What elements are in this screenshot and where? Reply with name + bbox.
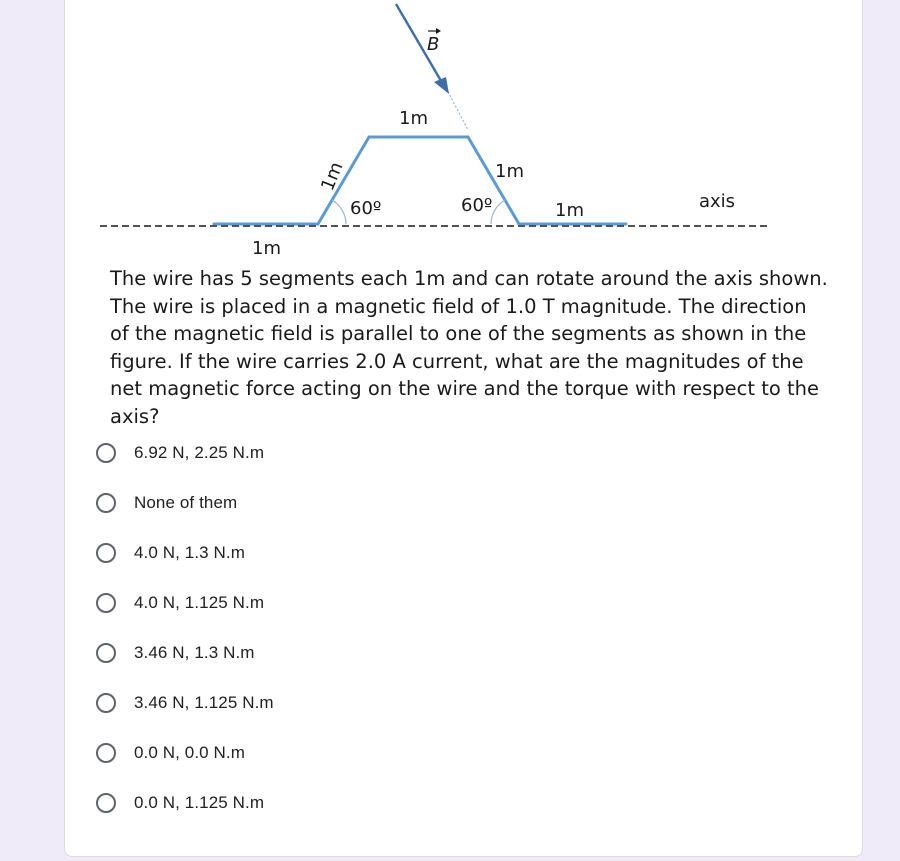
radio-button[interactable] xyxy=(96,543,116,563)
answer-options xyxy=(94,428,794,828)
answer-option[interactable] xyxy=(94,428,794,478)
answer-option[interactable] xyxy=(94,628,794,678)
wire-diagram xyxy=(0,0,900,260)
radio-button[interactable] xyxy=(96,443,116,463)
radio-button[interactable] xyxy=(96,643,116,663)
radio-button[interactable] xyxy=(96,693,116,713)
radio-button[interactable] xyxy=(96,593,116,613)
magnetic-field-arrow xyxy=(396,4,449,94)
answer-option-label: 6.92 N, 2.25 N.m xyxy=(134,443,265,462)
axis-label: axis xyxy=(699,191,736,212)
answer-option-label: 0.0 N, 0.0 N.m xyxy=(134,743,245,762)
field-guide-line xyxy=(446,88,468,130)
answer-option-label: 3.46 N, 1.125 N.m xyxy=(134,693,274,712)
answer-option-label: 0.0 N, 1.125 N.m xyxy=(134,793,265,812)
answer-option-label: 4.0 N, 1.125 N.m xyxy=(134,593,265,612)
radio-button[interactable] xyxy=(96,743,116,763)
top-segment-label: 1m xyxy=(399,108,428,129)
field-symbol-label: B xyxy=(427,34,440,55)
answer-option[interactable] xyxy=(94,578,794,628)
answer-option-label: 4.0 N, 1.3 N.m xyxy=(134,543,245,562)
answer-option[interactable] xyxy=(94,778,794,828)
right-angle-arc xyxy=(491,200,505,224)
right-arm-label: 1m xyxy=(555,200,584,221)
answer-option[interactable] xyxy=(94,678,794,728)
answer-option-label: None of them xyxy=(134,493,238,512)
left-angle-arc xyxy=(332,200,346,224)
left-slant-label: 1m xyxy=(317,159,348,194)
answer-option[interactable] xyxy=(94,728,794,778)
left-arm-label: 1m xyxy=(252,238,281,259)
answer-option-label: 3.46 N, 1.3 N.m xyxy=(134,643,255,662)
question-text: The wire has 5 segments each 1m and can rotate around the axis shown. The wire is placed in a magnetic field of 1.0 T magnitude. The direction of the magnetic field is parallel to one of the segments as shown in the figure. If the wire carries 2.0 A current, what are the magnitudes of the net magnetic force acting on the wire and the torque with respect to the axis? xyxy=(110,267,828,428)
radio-button[interactable] xyxy=(96,493,116,513)
right-slant-label: 1m xyxy=(495,161,524,182)
radio-button[interactable] xyxy=(96,793,116,813)
answer-option[interactable] xyxy=(94,478,794,528)
answer-option[interactable] xyxy=(94,528,794,578)
right-angle-label: 60º xyxy=(461,195,493,216)
left-angle-label: 60º xyxy=(350,198,382,219)
